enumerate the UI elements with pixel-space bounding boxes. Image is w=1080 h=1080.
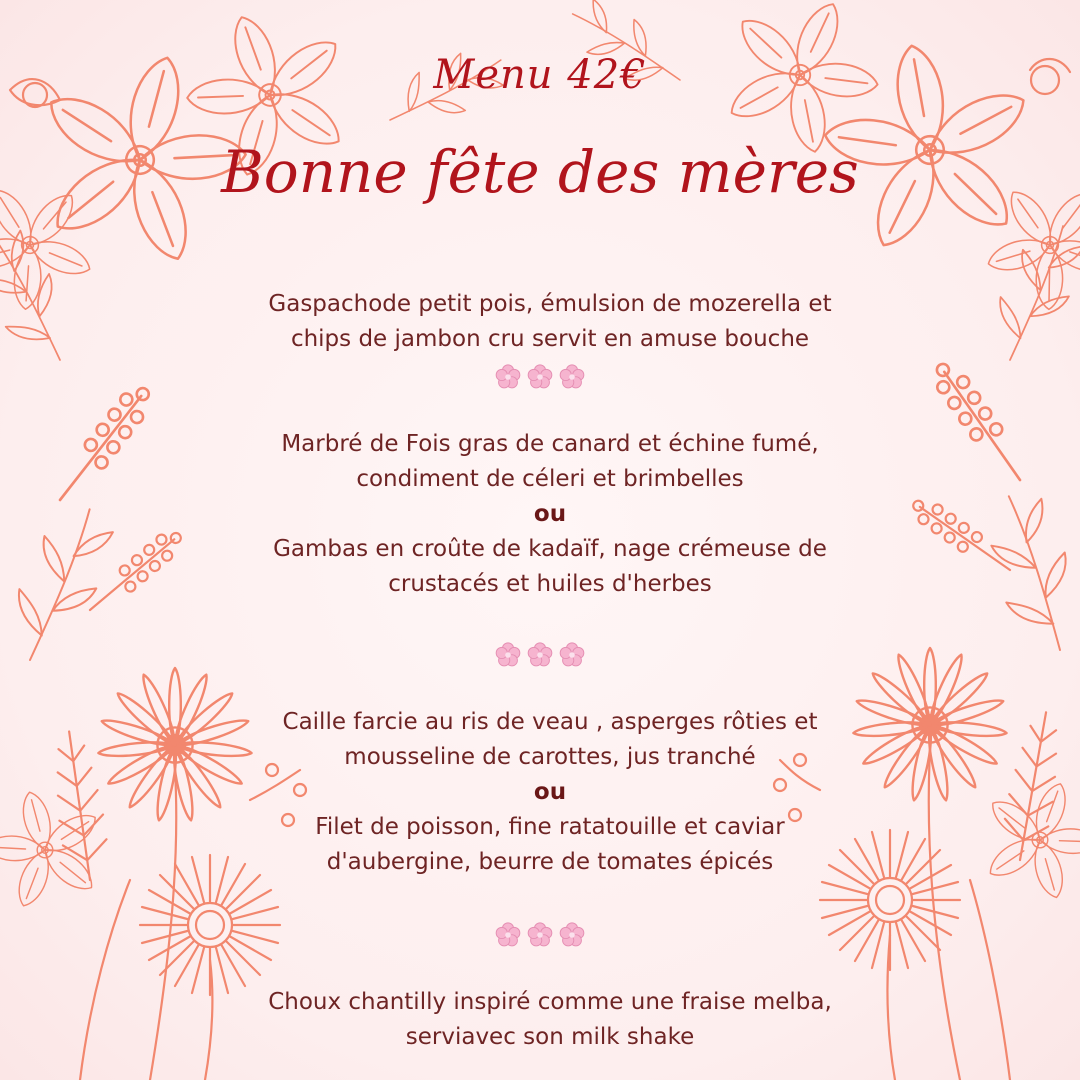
course-line: Marbré de Fois gras de canard et échine fumé, [281,431,819,457]
course-amuse-bouche [220,287,880,357]
course-line: Filet de poisson, fine ratatouille et caviar [315,814,785,840]
cherry-blossom-icon [493,921,523,949]
course-line: crustacés et huiles d'herbes [388,571,712,597]
choice-or: ou [533,779,567,805]
course-line: condiment de céleri et brimbelles [356,466,744,492]
cherry-blossom-icon [557,363,587,391]
course-line: Choux chantilly inspiré comme une fraise melba, [268,989,832,1015]
course-line: serviavec son milk shake [405,1024,695,1050]
cherry-blossom-icon [493,641,523,669]
course-main [220,705,880,880]
course-line: Gambas en croûte de kadaïf, nage crémeuse de [273,536,827,562]
separator-blossoms [0,921,1080,949]
menu-price: Menu 42€ [433,52,647,98]
course-starter [220,427,880,602]
course-line: Gaspachode petit pois, émulsion de mozerella et [268,291,832,317]
cherry-blossom-icon [493,363,523,391]
course-line: mousseline de carottes, jus tranché [344,744,756,770]
course-line: d'aubergine, beurre de tomates épicés [326,849,774,875]
cherry-blossom-icon [525,363,555,391]
separator-blossoms [0,641,1080,669]
cherry-blossom-icon [525,641,555,669]
course-line: Caille farcie au ris de veau , asperges rôties et [282,709,818,735]
cherry-blossom-icon [525,921,555,949]
cherry-blossom-icon [557,921,587,949]
separator-blossoms [0,363,1080,391]
choice-or: ou [533,501,567,527]
page-title: Bonne fête des mères [221,138,859,206]
course-dessert [220,985,880,1055]
cherry-blossom-icon [557,641,587,669]
course-line: chips de jambon cru servit en amuse bouche [290,326,810,352]
